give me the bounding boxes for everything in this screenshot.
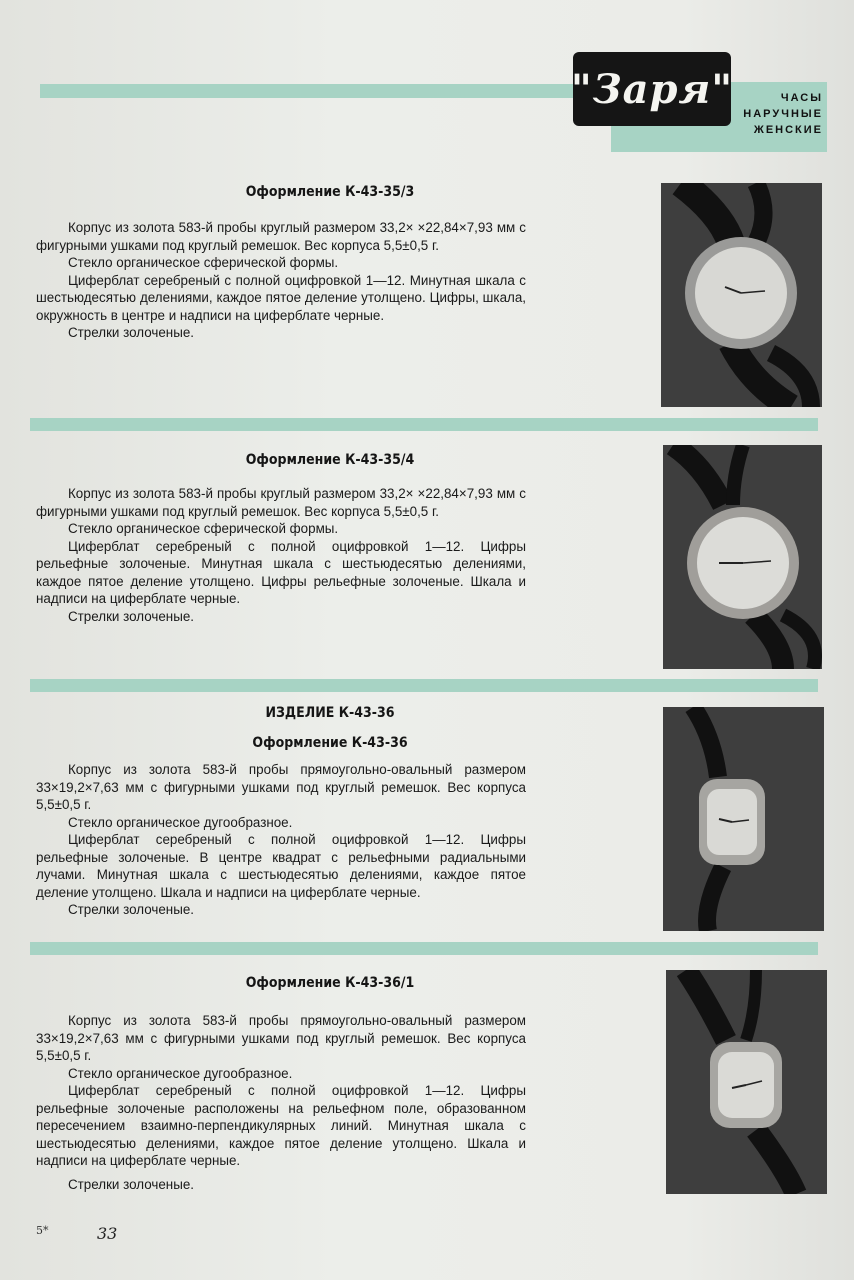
header-rule [40,84,580,98]
paragraph: Циферблат серебреный с полной оцифровкой 1—12. Цифры рельефные золоченые. В центре квадрат с рельефными радиальными лучами. Минутная шкала с шестьюдесятью делениями, каждое пятое деление утолщено. Шкала и надписи на циферблате черные. [36,832,526,900]
section-divider [30,942,818,955]
section-divider [30,418,818,431]
paragraph: Корпус из золота 583-й пробы прямоугольно-овальный размером 33×19,2×7,63 мм с фигурными ушками под круглый ремешок. Вес корпуса 5,5±0,5 г. [36,1013,526,1063]
brand-name: "Заря" [570,65,734,113]
paragraph: Циферблат серебреный с полной оцифровкой 1—12. Цифры рельефные золоченые. Минутная шкала с шестьюдесятью делениями, каждое пятое деление утолщено. Цифры рельефные золоченые. Шкала и надписи на циферблате черные. [36,538,526,606]
paragraph: Стекло органическое сферической формы. [68,521,339,536]
header-line-1: ЧАСЫ [780,92,823,104]
header-line-3: ЖЕНСКИЕ [753,124,823,136]
section-description [36,1012,526,1193]
paragraph: Стекло органическое дугообразное. [68,814,293,830]
watch-photo [666,970,827,1194]
watch-photo [663,707,824,931]
paragraph: Корпус из золота 583-й пробы прямоугольно-овальный размером 33×19,2×7,63 мм с фигурными ушками под круглый ремешок. Вес корпуса 5,5±0,5 г. [36,762,526,812]
section-description [36,485,526,625]
paragraph: Стрелки золоченые. [68,1176,194,1192]
paragraph: Корпус из золота 583-й пробы круглый размером 33,2× ×22,84×7,93 мм с фигурными ушками под круглый ремешок. Вес корпуса 5,5±0,5 г. [36,220,526,253]
paragraph: Корпус из золота 583-й пробы круглый размером 33,2× ×22,84×7,93 мм с фигурными ушками под круглый ремешок. Вес корпуса 5,5±0,5 г. [36,486,526,519]
section-title: Оформление К-43-35/4 [245,452,415,468]
paragraph: Циферблат серебреный с полной оцифровкой 1—12. Минутная шкала с шестьюдесятью делениями, каждое пятое деление утолщено. Цифры, шкала, окружность в центре и надписи на циферблате черные. [36,272,526,323]
header-line-2: НАРУЧНЫЕ [743,108,823,120]
section-title: Оформление К-43-36 [252,735,408,751]
paragraph: Стрелки золоченые. [68,902,194,917]
watch-photo [663,445,822,669]
section-title: Оформление К-43-35/3 [245,184,415,200]
paragraph: Стекло органическое дугообразное. [68,1065,293,1081]
section-description [36,761,526,919]
paragraph: Циферблат серебреный с полной оцифровкой 1—12. Цифры рельефные золоченые расположены на рельефном поле, образованном пересечением взаимно-перпендикулярных линий. Минутная шкала с шестьюдесятью делениями, каждое пятое деление утолщено. Шкала и надписи на циферблате черные. [36,1083,526,1168]
signature-mark: 5* [36,1224,49,1237]
section-divider [30,679,818,692]
header-caption [735,90,823,138]
product-heading: ИЗДЕЛИЕ К-43-36 [265,705,395,721]
brand-logo [570,52,734,126]
section-description [36,219,526,342]
paragraph: Стекло органическое сферической формы. [68,255,339,270]
paragraph: Стрелки золоченые. [68,325,194,340]
page-number: 33 [97,1224,118,1243]
section-title: Оформление К-43-36/1 [245,975,415,991]
watch-photo [661,183,822,407]
paragraph: Стрелки золоченые. [68,608,194,624]
